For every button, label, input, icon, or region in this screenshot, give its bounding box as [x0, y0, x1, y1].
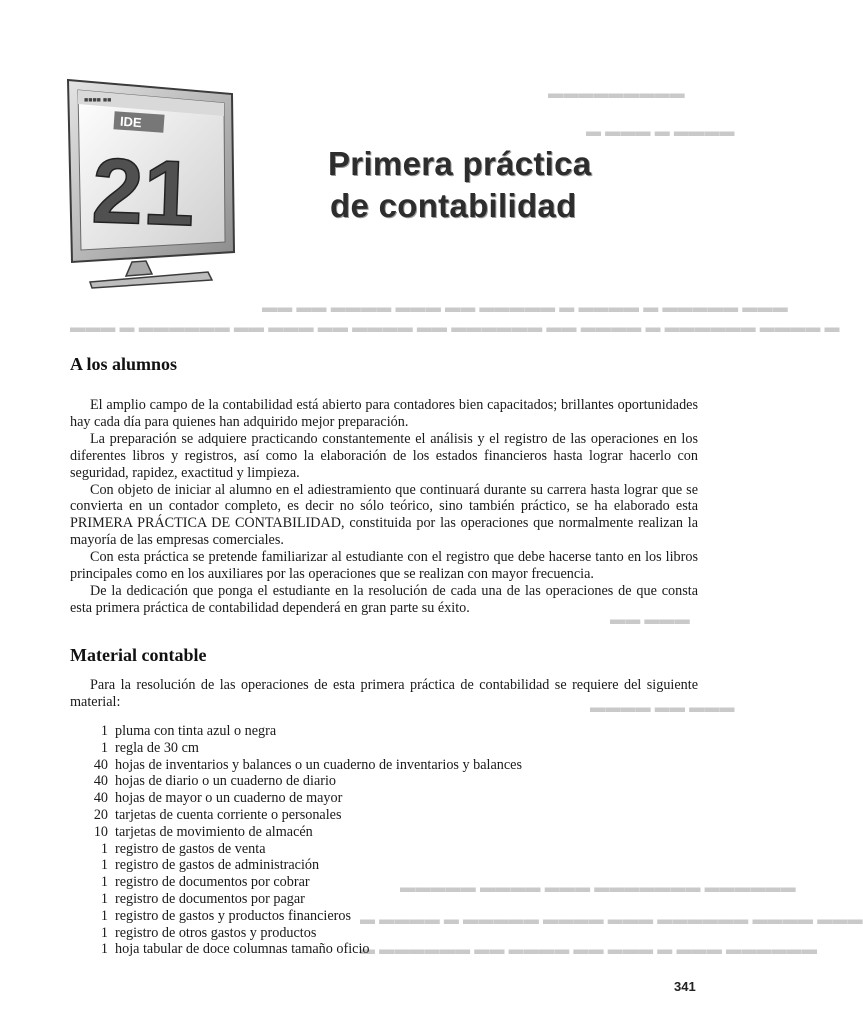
- item-text: hojas de inventarios y balances o un cuaderno de inventarios y balances: [115, 756, 522, 773]
- item-quantity: 40: [93, 790, 108, 807]
- item-quantity: 1: [100, 723, 108, 739]
- list-item: [86, 941, 522, 958]
- section-heading-alumnos: A los alumnos: [70, 354, 178, 374]
- item-quantity: 1: [100, 739, 108, 756]
- monitor-tag: IDE: [119, 113, 143, 131]
- item-text: registro de gastos de venta: [115, 840, 266, 857]
- item-text: pluma con tinta azul o negra: [115, 723, 277, 739]
- paragraph: La preparación se adquiere practicando constantemente el análisis y el registro de las operaciones en los diferentes libros y registros, así como la elaboración de los estados financieros hasta lograr hacerlo con seguridad, rapidez, exactitud y limpieza.: [70, 430, 698, 481]
- chapter-title-line2: de contabilidad: [330, 187, 577, 224]
- item-text: registro de gastos y productos financieros: [115, 907, 352, 924]
- section-body-alumnos: [70, 397, 698, 617]
- materials-list: [86, 723, 522, 958]
- item-quantity: 20: [93, 806, 108, 823]
- item-quantity: 1: [100, 890, 108, 907]
- list-item: [86, 790, 522, 807]
- item-quantity: 40: [93, 773, 108, 790]
- section-heading-material: Material contable: [70, 645, 207, 665]
- paragraph: Para la resolución de las operaciones de esta primera práctica de contabilidad se requiere del siguiente material:: [70, 677, 698, 710]
- item-quantity: 1: [100, 857, 108, 874]
- paragraph: Con objeto de iniciar al alumno en el adiestramiento que continuará durante su carrera hasta lograr que se convierta en un contador completo, es decir no sólo teórico, sino también práctico, se ha elaborado esta PRIMERA PRÁCTICA DE CONTABILIDAD, constituida por las operaciones que normalmente realizan la mayoría de las empresas comerciales.: [70, 481, 698, 549]
- item-text: registro de documentos por pagar: [115, 890, 305, 907]
- list-item: [86, 773, 522, 790]
- item-text: hojas de mayor o un cuaderno de mayor: [115, 790, 343, 807]
- list-item: [86, 740, 522, 757]
- item-text: registro de gastos de administración: [115, 857, 320, 874]
- page-number: 341: [674, 979, 696, 994]
- item-quantity: 1: [100, 840, 108, 857]
- item-quantity: 1: [100, 874, 108, 891]
- list-item: [86, 824, 522, 841]
- list-item: [86, 925, 522, 942]
- item-text: tarjetas de movimiento de almacén: [115, 823, 313, 840]
- list-item: [86, 807, 522, 824]
- list-item: [86, 841, 522, 858]
- list-item: [86, 723, 522, 740]
- paragraph: El amplio campo de la contabilidad está abierto para contadores bien capacitados; brillantes oportunidades hay cada día para quienes han adquirido mejor preparación.: [70, 397, 698, 430]
- svg-text:■■■■ ■■: ■■■■ ■■: [84, 97, 112, 104]
- item-text: registro de documentos por cobrar: [115, 874, 310, 891]
- list-item: [86, 874, 522, 891]
- list-item: [86, 757, 522, 774]
- paragraph: Con esta práctica se pretende familiarizar al estudiante con el registro que debe hacerse tanto en los libros principales como en los auxiliares por las operaciones que se realizan con mayor frecuencia.: [70, 549, 698, 583]
- material-intro: [70, 677, 698, 711]
- item-text: tarjetas de cuenta corriente o personales: [115, 806, 342, 823]
- item-text: hojas de diario o un cuaderno de diario: [115, 773, 337, 790]
- item-text: regla de 30 cm: [115, 739, 199, 756]
- chapter-title-line1: Primera práctica: [328, 145, 592, 182]
- item-quantity: 1: [100, 924, 108, 941]
- monitor-chapter-icon: [62, 76, 242, 290]
- paragraph: De la dedicación que ponga el estudiante en la resolución de cada una de las operaciones de que consta esta primera práctica de contabilidad dependerá en gran parte su éxito.: [70, 582, 698, 616]
- chapter-title: [328, 143, 591, 227]
- item-text: registro de otros gastos y productos: [115, 924, 317, 941]
- chapter-number: 21: [90, 139, 197, 246]
- item-text: hoja tabular de doce columnas tamaño oficio: [115, 941, 370, 958]
- item-quantity: 10: [93, 823, 108, 840]
- list-item: [86, 891, 522, 908]
- item-quantity: 1: [100, 907, 108, 924]
- item-quantity: 40: [93, 756, 108, 773]
- list-item: [86, 908, 522, 925]
- item-quantity: 1: [100, 941, 108, 958]
- book-page: ▬▬▬▬▬▬▬▬▬ ▬ ▬▬▬ ▬ ▬▬▬▬ ▬▬ ▬▬ ▬▬▬▬ ▬▬▬ ▬▬ ▬▬▬▬▬ ▬ ▬▬▬▬ ▬ ▬▬▬▬▬ ▬▬▬ ▬▬▬ ▬ ▬▬▬▬▬▬ ▬▬ ▬▬▬ ▬▬ ▬▬▬▬ ▬▬ ▬▬▬▬▬▬ ▬▬ ▬▬▬▬ ▬ ▬▬▬▬▬▬ ▬▬▬▬ ▬ ▬▬ ▬▬▬ ▬▬▬▬ ▬▬ ▬▬▬ ▬▬▬▬▬ ▬▬▬▬ ▬▬▬ ▬▬▬▬▬▬▬ ▬▬▬▬▬▬ ▬ ▬▬▬▬ ▬ ▬▬▬▬▬ ▬▬▬▬ ▬▬▬ ▬▬▬▬▬▬ ▬▬▬▬ ▬▬▬ ▬ ▬▬▬▬▬▬ ▬▬ ▬▬▬▬ ▬▬ ▬▬▬ ▬ ▬▬▬ ▬▬▬▬▬▬ ■■■■ ■■ IDE 21 Primera práctica de contabilidad A los alumnos El amplio campo de la contabilidad está abierto para contadores bien capacitados; brillantes oportunidades hay cada día para quienes han adquirido mejor preparación. La preparación se adquiere practicando constantemente el análisis y el registro de las operaciones en los diferentes libros y registros, así como la elaboración de los estados financieros hasta lograr hacerlo con seguridad, rapidez, exactitud y limpieza. Con objeto de iniciar al alumno en el adiestramiento que continuará durante su carrera hasta lograr que se convierta en un contador completo, es decir no sólo teórico, sino también práctico, se ha elaborado esta PRIMERA PRÁCTICA DE CONTABILIDAD, constituida por las operaciones que normalmente realizan la mayoría de las empresas comerciales. Con esta práctica se pretende familiarizar al estudiante con el registro que debe hacerse tanto en los libros principales como en los auxiliares por las operaciones que se realizan con mayor frecuencia. De la dedicación que ponga el estudiante en la resolución de cada una de las operaciones de que consta esta primera práctica de contabilidad dependerá en gran parte su éxito. Material contable Para la resolución de las operaciones de esta primera práctica de contabilidad se requiere del siguiente material: 1 pluma con tinta azul o negra 1 regla de 30 cm 40 hojas de inventarios y balances o un cuaderno de inventarios y balances 40 hojas de diario o un cuaderno de diario 40 hojas de mayor o un cuaderno de mayor 20 tarjetas de cuenta corriente o personales 10 tarjetas de movimiento de almacén 1 registro de gastos de venta 1 registro de gastos de administración 1 registro de documentos por cobrar 1 registro de documentos por pagar 1 registro de gastos y productos financieros 1 registro de otros gastos y productos 1 hoja tabular de doce columnas tamaño oficio 341: [0, 0, 768, 1024]
- list-item: [86, 857, 522, 874]
